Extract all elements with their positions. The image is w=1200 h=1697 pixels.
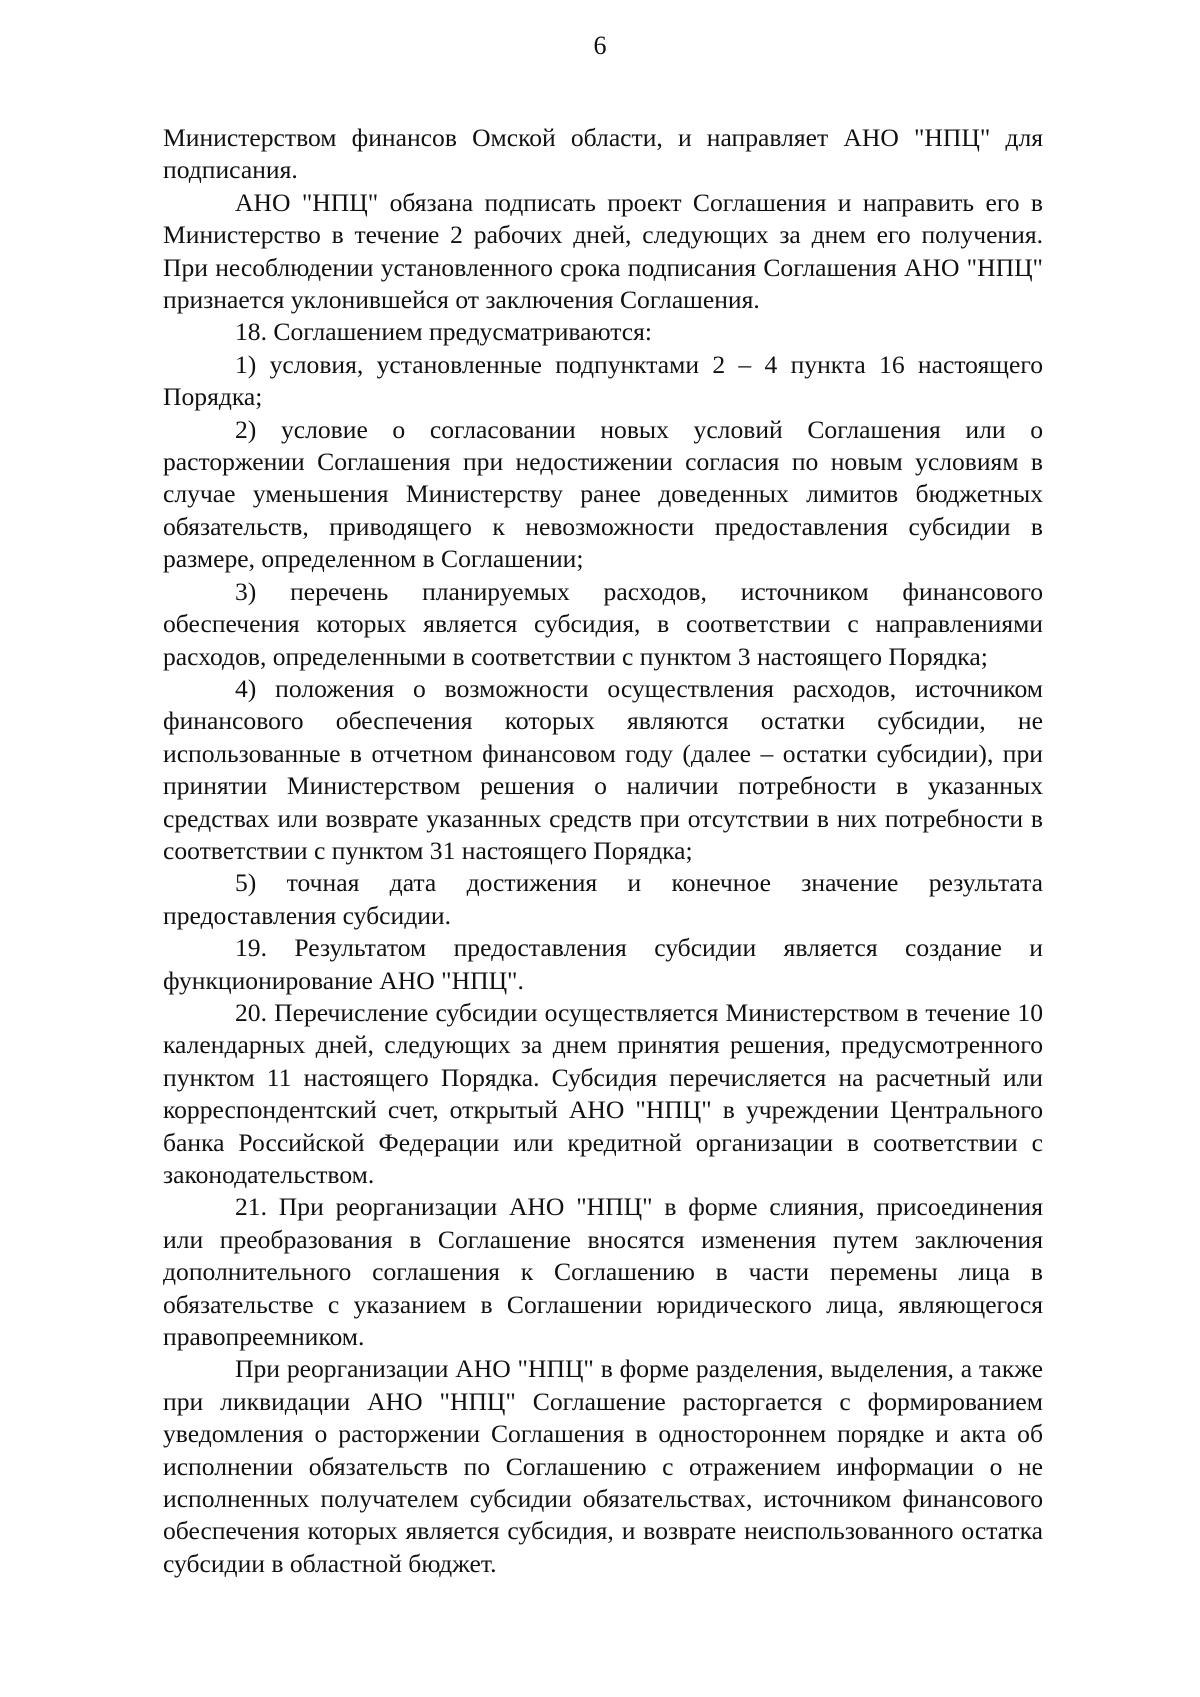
page-number: 6 (593, 31, 607, 60)
paragraph-subitem-2: 2) условие о согласовании новых условий Соглашения или о расторжении Соглашения при недостижении согласия по новым условиям в случае уменьшения Министерству ранее доведенных лимитов бюджетных обязательств, приводящего к невозможности предоставления субсидии в размере, определенном в Соглашении; (163, 414, 1043, 574)
paragraph-signing-obligation: АНО "НПЦ" обязана подписать проект Соглашения и направить его в Министерство в течение 2 рабочих дней, следующих за днем его получения. При несоблюдении установленного срока подписания Соглашения АНО "НПЦ" признается уклонившейся от заключения Соглашения. (163, 187, 1043, 315)
paragraph-liquidation: При реорганизации АНО "НПЦ" в форме разделения, выделения, а также при ликвидации АНО "НПЦ" Соглашение расторгается с формированием уведомления о расторжении Соглашения в одностороннем порядке и акта об исполнении обязательств по Соглашению с отражением информации о не исполненных получателем субсидии обязательствах, источником финансового обеспечения которых является субсидия, и возврате неиспользованного остатка субсидии в областной бюджет. (163, 1354, 1043, 1578)
paragraph-item-21: 21. При реорганизации АНО "НПЦ" в форме слияния, присоединения или преобразования в Соглашение вносятся изменения путем заключения дополнительного соглашения к Соглашению в части перемены лица в обязательстве с указанием в Соглашении юридического лица, являющегося правопреемником. (163, 1192, 1043, 1352)
paragraph-item-20: 20. Перечисление субсидии осуществляется Министерством в течение 10 календарных дней, следующих за днем принятия решения, предусмотренного пунктом 11 настоящего Порядка. Субсидия перечисляется на расчетный или корреспондентский счет, открытый АНО "НПЦ" в учреждении Центрального банка Российской Федерации или кредитной организации в соответствии с законодательством. (163, 997, 1043, 1189)
paragraph-subitem-1: 1) условия, установленные подпунктами 2 – 4 пункта 16 настоящего Порядка; (163, 349, 1043, 412)
paragraph-continuation: Министерством финансов Омской области, и направляет АНО "НПЦ" для подписания. (163, 123, 1043, 185)
paragraph-item-18: 18. Соглашением предусматриваются: (235, 317, 653, 347)
paragraph-subitem-3: 3) перечень планируемых расходов, источником финансового обеспечения которых является субсидия, в соответствии с направлениями расходов, определенными в соответствии с пунктом 3 настоящего Порядка; (163, 576, 1043, 671)
paragraph-item-19: 19. Результатом предоставления субсидии является создание и функционирование АНО "НПЦ". (163, 933, 1043, 995)
paragraph-subitem-5: 5) точная дата достижения и конечное значение результата предоставления субсидии. (163, 868, 1043, 930)
paragraph-subitem-4: 4) положения о возможности осуществления расходов, источником финансового обеспечения которых являются остатки субсидии, не использованные в отчетном финансовом году (далее – остатки субсидии), при принятии Министерством решения о наличии потребности в указанных средствах или возврате указанных средств при отсутствии в них потребности в соответствии с пунктом 31 настоящего Порядка; (163, 673, 1043, 865)
document-body (163, 122, 1043, 1580)
